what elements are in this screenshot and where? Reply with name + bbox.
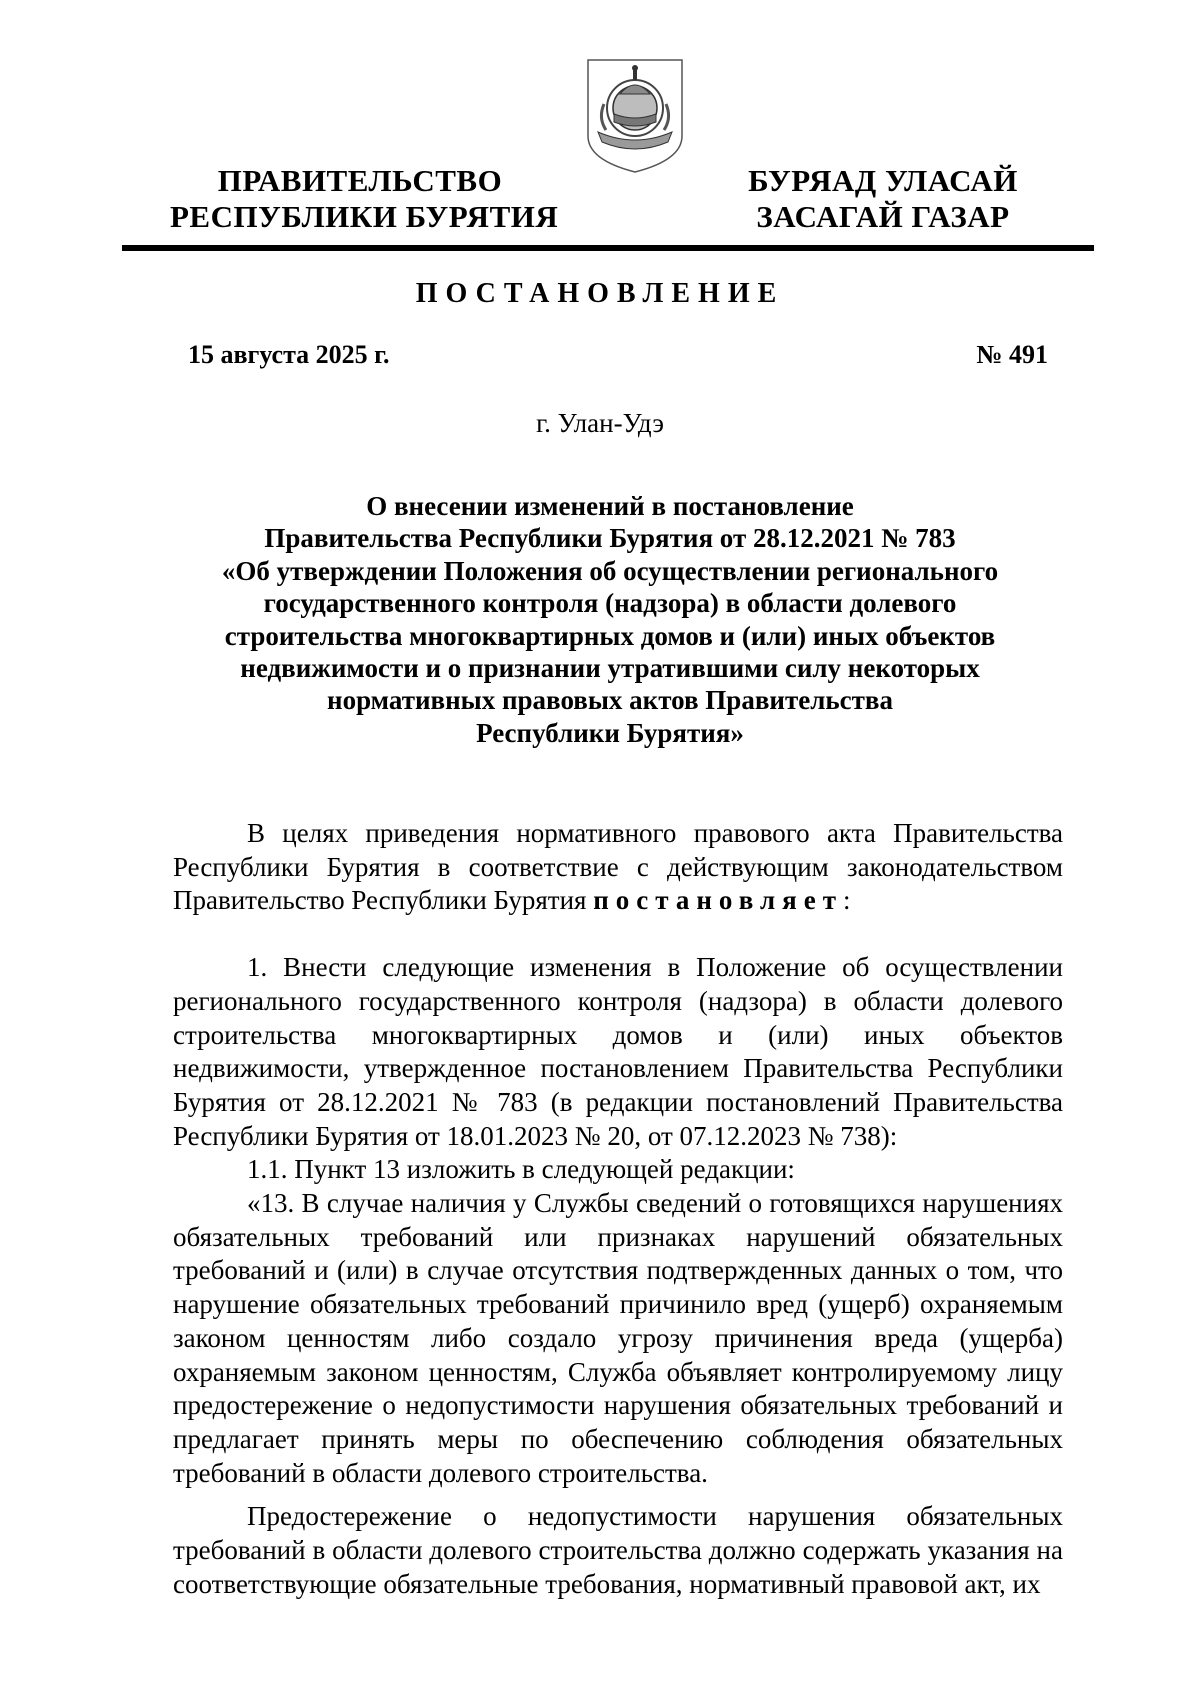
government-name-line-1: ПРАВИТЕЛЬСТВО xyxy=(217,163,503,198)
item-13-paragraph: «13. В случае наличия у Службы сведений о готовящихся нарушениях обязательных требований или признаках нарушений обязательных требований и (или) в случае отсутствия подтвержденных данных о том, что нарушение обязательных требований причинило вред (ущерб) охраняемым законом ценностям либо создало угрозу причинения вреда (ущерба) охраняемым законом ценностям, Служба объявляет контролируемому лицу предостережение о недопустимости нарушения обязательных требований и предлагает принять меры по обеспечению соблюдения обязательных требований в области долевого строительства. xyxy=(173,1188,1063,1488)
preamble-text: В целях приведения нормативного правового акта Правительства Республики Бурятия в соответствие с действующим законодательством Правительство Республики Бурятия xyxy=(173,818,1063,916)
government-name-buryat xyxy=(738,163,1028,235)
title-line: «Об утверждении Положения об осуществлении регионального xyxy=(221,555,999,586)
header-divider xyxy=(122,245,1094,251)
government-name-buryat-line-1: БУРЯАД УЛАСАЙ xyxy=(748,163,1018,198)
government-name-russian xyxy=(170,163,559,235)
emblem-shield-icon xyxy=(584,56,686,174)
document-city: г. Улан-Удэ xyxy=(536,408,664,438)
document-number: № 491 xyxy=(976,340,1048,369)
title-line: государственного контроля (надзора) в области долевого xyxy=(263,588,957,619)
preamble-end: : xyxy=(842,885,851,916)
coat-of-arms-emblem xyxy=(584,56,686,174)
document-type: ПОСТАНОВЛЕНИЕ xyxy=(415,278,785,309)
title-line: нормативных правовых актов Правительства xyxy=(327,685,893,716)
government-name-line-2: РЕСПУБЛИКИ БУРЯТИЯ xyxy=(170,199,559,234)
warning-paragraph: Предостережение о недопустимости нарушения обязательных требований в области долевого строительства должно содержать указания на соответствующие обязательные требования, нормативный правовой акт, их xyxy=(173,1501,1063,1599)
item-1-1-paragraph: 1.1. Пункт 13 изложить в следующей редакции: xyxy=(247,1154,795,1185)
item-1-paragraph: 1. Внести следующие изменения в Положение об осуществлении регионального государственного контроля (надзора) в области долевого строительства многоквартирных домов и (или) иных объектов недвижимости, утвержденное постановлением Правительства Республики Бурятия от 28.12.2021 № 783 (в редакции постановлений Правительства Республики Бурятия от 18.01.2023 № 20, от 07.12.2023 № 738): xyxy=(173,952,1063,1151)
title-line: Правительства Республики Бурятия от 28.12.2021 № 783 xyxy=(264,523,956,554)
title-line: недвижимости и о признании утратившими силу некоторых xyxy=(240,653,980,684)
document-title xyxy=(150,490,1070,749)
document-body xyxy=(173,817,1063,1601)
title-line: строительства многоквартирных домов и (или) иных объектов xyxy=(224,620,996,651)
document-date: 15 августа 2025 г. xyxy=(188,340,390,369)
title-line: О внесении изменений в постановление xyxy=(366,491,854,521)
preamble-verb: постановляет xyxy=(593,885,843,916)
title-line: Республики Бурятия» xyxy=(476,717,744,748)
preamble-paragraph xyxy=(173,817,1063,918)
government-name-buryat-line-2: ЗАСАГАЙ ГАЗАР xyxy=(756,199,1010,234)
